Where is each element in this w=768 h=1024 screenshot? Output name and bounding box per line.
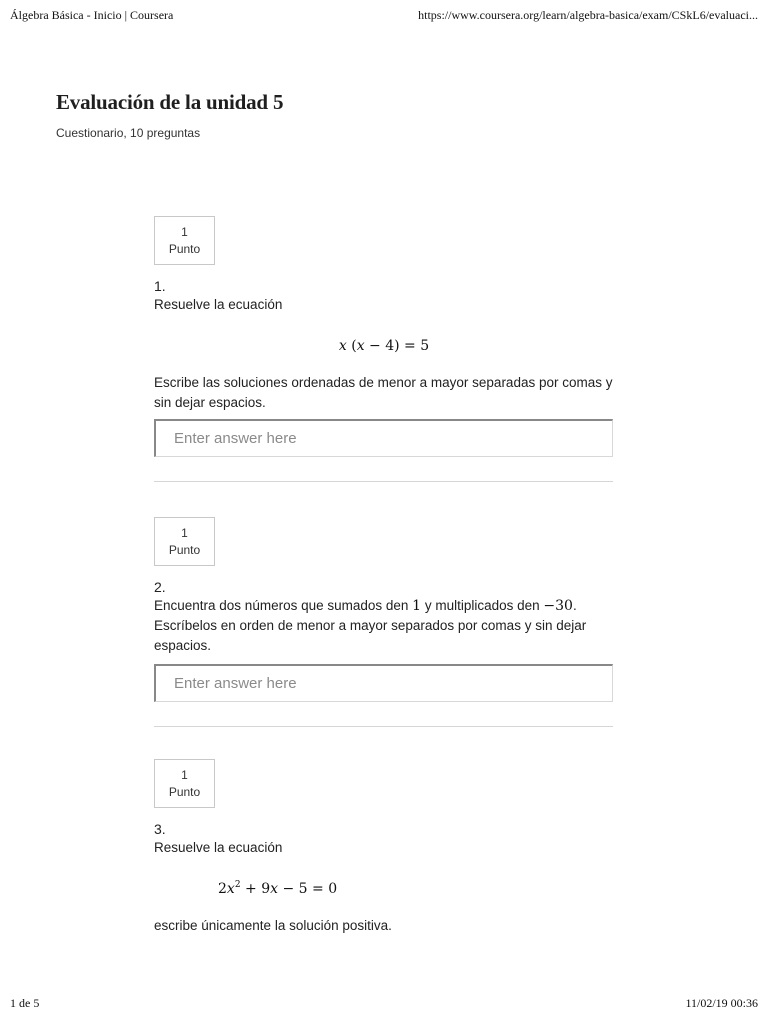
print-datetime: 11/02/19 00:36 — [685, 996, 758, 1010]
sum-value: 1 — [412, 598, 422, 614]
points-badge — [154, 759, 215, 808]
question-prompt: Resuelve la ecuación — [154, 840, 283, 855]
answer-input[interactable] — [154, 664, 613, 702]
points-label: Punto — [168, 241, 201, 256]
points-value: 1 — [181, 224, 188, 239]
equation: $2x^2 + 9x - 5 = 0$ — [218, 880, 338, 897]
question-1 — [154, 216, 614, 482]
points-badge — [154, 517, 215, 566]
points-label: Punto — [168, 784, 201, 799]
question-prompt: Resuelve la ecuación — [154, 297, 283, 312]
prompt-start: Encuentra dos números que sumados den — [154, 598, 413, 613]
print-header-title: Álgebra Básica - Inicio | Coursera — [10, 8, 174, 22]
print-header-url: https://www.coursera.org/learn/algebra-basica/exam/CSkL6/evaluaci... — [418, 8, 758, 22]
print-footer — [10, 996, 758, 1012]
question-instructions: Escribe las soluciones ordenadas de menor a mayor separadas por comas y sin dejar espacios. — [154, 375, 613, 410]
points-label: Punto — [168, 542, 201, 557]
points-value: 1 — [181, 525, 188, 540]
question-number: 2. — [154, 579, 166, 595]
question-3 — [154, 759, 614, 936]
points-value: 1 — [181, 767, 188, 782]
quiz-title: Evaluación de la unidad 5 — [56, 90, 284, 114]
page-number: 1 de 5 — [10, 996, 40, 1010]
divider — [154, 481, 613, 482]
points-badge — [154, 216, 215, 265]
question-number: 1. — [154, 278, 166, 294]
question-number: 3. — [154, 821, 166, 837]
print-header — [10, 8, 758, 26]
question-prompt — [154, 596, 614, 656]
prompt-end: . Escríbelos en orden de menor a mayor separados por comas y sin dejar espacios. — [154, 598, 587, 653]
question-instructions: escribe únicamente la solución positiva. — [154, 918, 392, 933]
divider — [154, 726, 613, 727]
answer-input[interactable] — [154, 419, 613, 457]
quiz-subtitle: Cuestionario, 10 preguntas — [56, 126, 201, 140]
product-value: −30 — [543, 598, 573, 614]
prompt-middle: y multiplicados den — [421, 598, 544, 613]
equation: x (x − 4) = 5 — [338, 338, 430, 354]
question-2 — [154, 517, 614, 727]
